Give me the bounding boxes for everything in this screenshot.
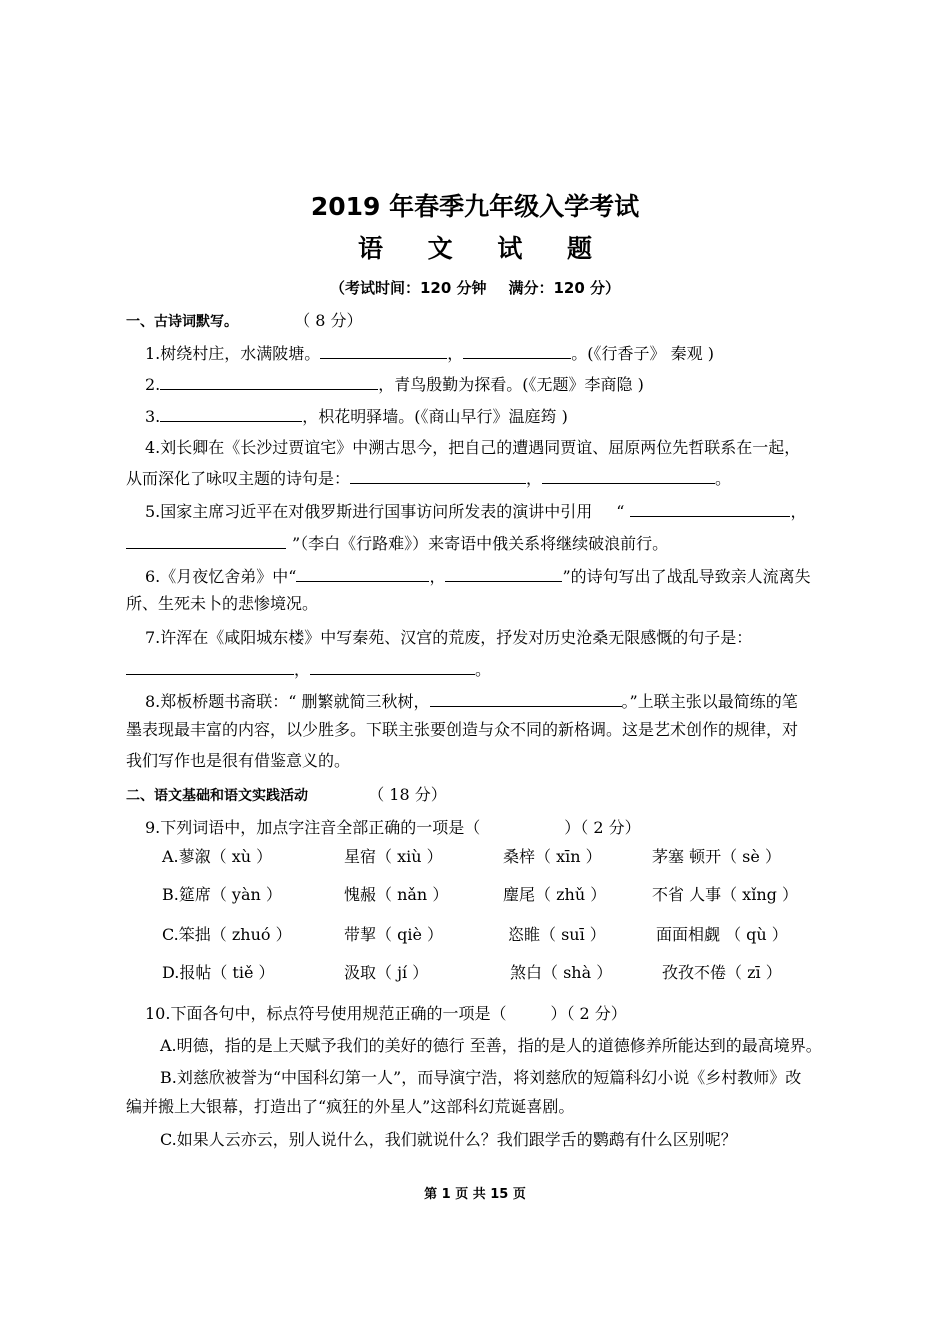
q9-option: 桑梓（ xīn ） xyxy=(503,847,602,866)
question-5-line1 xyxy=(145,500,806,523)
question-8-line2: 墨表现最丰富的内容，以少胜多。下联主张要创造与众不同的新格调。这是艺术创作的规律，对 xyxy=(126,720,799,739)
q9-stem: 9.下列词语中，加点字注音全部正确的一项是（ xyxy=(145,818,481,837)
q6-text-2: ”的诗句写出了战乱导致亲人流离失 xyxy=(562,567,811,586)
q9-option: 孜孜不倦（ zī ） xyxy=(662,963,782,982)
answer-blank[interactable] xyxy=(542,467,715,484)
question-10-stem xyxy=(145,1003,627,1025)
q10-option-b-line2: 编并搬上大银幕，打造出了“疯狂的外星人”这部科幻荒诞喜剧。 xyxy=(126,1097,575,1116)
section1-heading-row xyxy=(126,310,363,333)
q3-text: ，枳花明驿墙。(《商山早行》温庭筠 ) xyxy=(302,407,568,426)
question-6-line2: 所、生死未卜的悲惨境况。 xyxy=(126,594,319,613)
q9-option: C.笨拙（ zhuó ） xyxy=(162,925,292,944)
q5-quote-open: “ xyxy=(616,502,625,521)
q4-prompt: 从而深化了咏叹主题的诗句是： xyxy=(126,469,351,488)
q9-option: 茅塞 顿开（ sè ） xyxy=(652,847,781,866)
q4-sep: ， xyxy=(526,469,543,488)
section1-points: （ 8 分） xyxy=(294,311,363,330)
answer-blank[interactable] xyxy=(320,342,447,359)
section2-points: （ 18 分） xyxy=(368,785,447,804)
exam-time: （考试时间：120 分钟 xyxy=(329,279,487,297)
q9-option: 愧赧（ nǎn ） xyxy=(344,885,449,904)
q9-option: 不省 人事（ xǐng ） xyxy=(652,885,798,904)
q9-option: B.筵席（ yàn ） xyxy=(162,885,282,904)
section2-heading-row xyxy=(126,784,447,807)
q2-text: ，青鸟殷勤为探看。(《无题》李商隐 ) xyxy=(378,375,644,394)
answer-blank[interactable] xyxy=(463,342,571,359)
answer-blank[interactable] xyxy=(430,690,622,707)
question-8-line3: 我们写作也是很有借鉴意义的。 xyxy=(126,751,351,770)
q2-number: 2. xyxy=(145,375,161,394)
q10-option-a: A.明德，指的是上天赋予我们的美好的德行 至善，指的是人的道德修养所能达到的最高境界。 xyxy=(160,1036,822,1055)
answer-blank[interactable] xyxy=(310,658,475,675)
q9-option: 星宿（ xiù ） xyxy=(344,847,443,866)
answer-blank[interactable] xyxy=(445,565,562,582)
q1-sep: ， xyxy=(447,344,464,363)
question-3 xyxy=(145,405,568,428)
q6-sep: ， xyxy=(429,567,446,586)
answer-blank[interactable] xyxy=(160,373,378,390)
q9-option: 煞白（ shà ） xyxy=(510,963,613,982)
answer-blank[interactable] xyxy=(126,532,286,549)
q8-text-2: 。”上联主张以最简练的笔 xyxy=(621,692,798,711)
q5-text-2: ”（李白《行路难》）来寄语中俄关系将继续破浪前行。 xyxy=(292,534,669,553)
q1-text: 1.树绕村庄，水满陂塘。 xyxy=(145,344,321,363)
question-7-line1: 7.许浑在《咸阳城东楼》中写秦苑、汉宫的荒废，抒发对历史沧桑无限感慨的句子是： xyxy=(145,628,753,647)
question-4-line1: 4.刘长卿在《长沙过贾谊宅》中溯古思今，把自己的遭遇同贾谊、屈原两位先哲联系在一起， xyxy=(145,438,801,457)
q10-option-c: C.如果人云亦云，别人说什么，我们就说什么？我们跟学舌的鹦鹉有什么区别呢？ xyxy=(160,1130,737,1149)
exam-info xyxy=(0,277,950,298)
q4-end: 。 xyxy=(715,469,732,488)
page-footer: 第 1 页 共 15 页 xyxy=(424,1187,526,1202)
q9-option: D.报帖（ tiě ） xyxy=(162,963,275,982)
q10-stem: 10.下面各句中，标点符号使用规范正确的一项是（ xyxy=(145,1004,507,1023)
question-5-line2 xyxy=(126,532,668,555)
q3-number: 3. xyxy=(145,407,161,426)
question-4-line2 xyxy=(126,467,731,490)
q8-text: 8.郑板桥题书斋联：“ 删繁就简三秋树， xyxy=(145,692,430,711)
exam-title: 2019 年春季九年级入学考试 xyxy=(310,192,640,221)
q9-option: 麈尾（ zhǔ ） xyxy=(503,885,607,904)
subject-title: 语 文 试 题 xyxy=(357,234,611,263)
answer-blank[interactable] xyxy=(350,467,526,484)
question-6-line1 xyxy=(145,565,811,588)
question-9-stem xyxy=(145,817,641,839)
answer-blank[interactable] xyxy=(630,500,790,517)
exam-score: 满分：120 分） xyxy=(508,279,621,297)
q6-text: 6.《月夜忆舍弟》中“ xyxy=(145,567,297,586)
q7-end: 。 xyxy=(475,660,492,679)
q9-points: ）（ 2 分） xyxy=(564,818,641,837)
section1-heading: 一、古诗词默写。 xyxy=(126,314,238,330)
answer-blank[interactable] xyxy=(160,405,302,422)
q9-option: 恣睢（ suī ） xyxy=(508,925,606,944)
q5-sep: ， xyxy=(790,502,807,521)
q9-option: 带挈（ qiè ） xyxy=(344,925,444,944)
q9-option: A.蓼溆（ xù ） xyxy=(162,847,273,866)
answer-blank[interactable] xyxy=(126,658,294,675)
q1-source: 。(《行香子》 秦观 ) xyxy=(571,344,714,363)
question-1 xyxy=(145,342,714,365)
q9-option: 汲取（ jí ） xyxy=(344,963,429,982)
q10-option-b-line1: B.刘慈欣被誉为“中国科幻第一人”，而导演宁浩，将刘慈欣的短篇科幻小说《乡村教师》改 xyxy=(160,1068,802,1087)
question-7-line2 xyxy=(126,658,491,681)
q7-sep: ， xyxy=(294,660,311,679)
q9-option: 面面相觑 （ qù ） xyxy=(656,925,788,944)
q10-points: ）（ 2 分） xyxy=(550,1004,627,1023)
question-2 xyxy=(145,373,644,396)
q5-text: 5.国家主席习近平在对俄罗斯进行国事访问所发表的演讲中引用 xyxy=(145,502,593,521)
question-8-line1 xyxy=(145,690,798,713)
section2-heading: 二、语文基础和语文实践活动 xyxy=(126,788,308,804)
answer-blank[interactable] xyxy=(296,565,429,582)
